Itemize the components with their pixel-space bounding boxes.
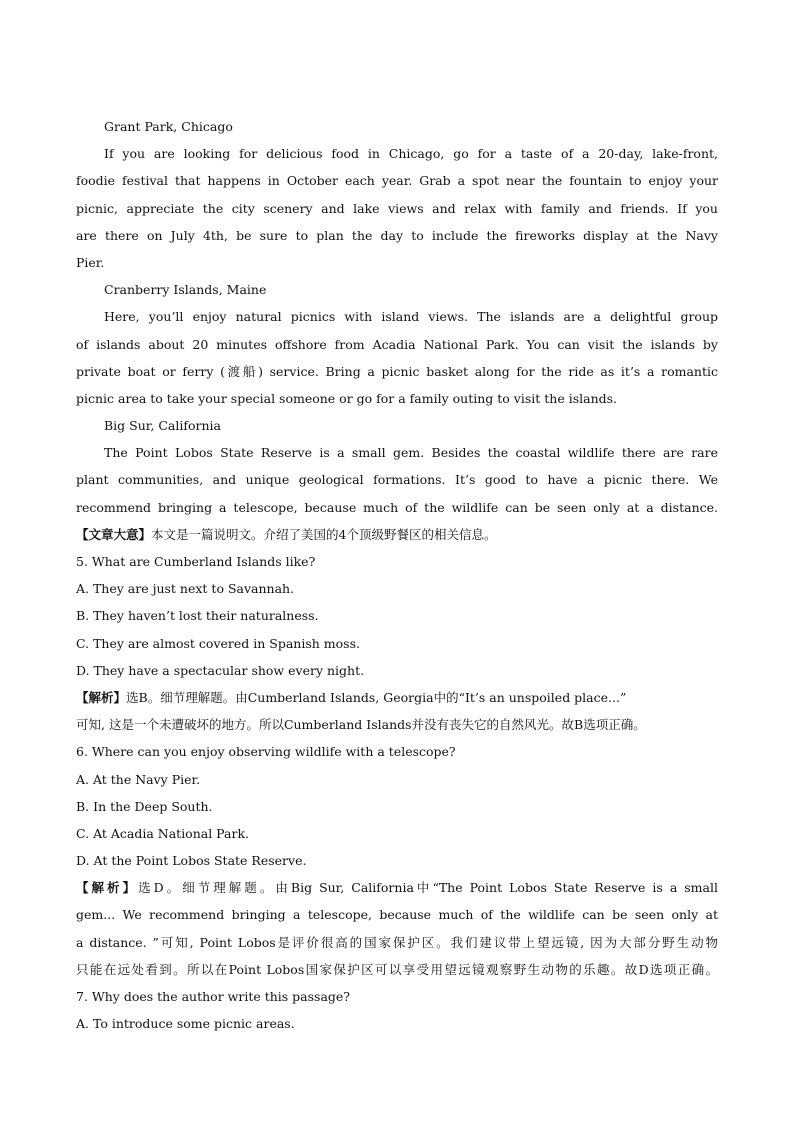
- passage-line: picnic area to take your special someone or go for a family outing to visit the islands.: [76, 390, 618, 406]
- analysis-line: a distance. ”可知, Point Lobos是评价很高的国家保护区。我们建议带上望远镜, 因为大部分野生动物: [76, 934, 718, 950]
- analysis-line: gem... We recommend bringing a telescope, because much of the wildlife can be seen only at: [76, 907, 718, 923]
- passage-line: of islands about 20 minutes offshore from Acadia National Park. You can visit the islands by: [76, 336, 718, 352]
- option-a: A. At the Navy Pier.: [76, 771, 201, 787]
- summary-line: [76, 521, 718, 548]
- passage-line: plant communities, and unique geological formations. It’s good to have a picnic there. We: [76, 472, 718, 488]
- passage-line: private boat or ferry (渡船) service. Bring a picnic basket along for the ride as it’s a romantic: [76, 363, 718, 379]
- passage-line: picnic, appreciate the city scenery and lake views and relax with family and friends. If you: [76, 200, 718, 216]
- question-5: 5. What are Cumberland Islands like?: [76, 554, 316, 569]
- summary-label: 【文章大意】: [76, 526, 152, 542]
- option-c: C. At Acadia National Park.: [76, 825, 250, 841]
- analysis-line: 只能在远处看到。所以在Point Lobos国家保护区可以享受用望远镜观察野生动物的乐趣。故D选项正确。: [76, 961, 718, 977]
- analysis-line: [76, 684, 718, 711]
- analysis-text: 选D。细节理解题。由Big Sur, California中“The Point Lobos State Reserve is a small: [138, 880, 718, 896]
- option-c: C. They are almost covered in Spanish moss.: [76, 635, 360, 651]
- passage-line: Here, you’ll enjoy natural picnics with island views. The islands are a delightful group: [104, 309, 718, 325]
- section-heading-big-sur: Big Sur, California: [104, 418, 221, 434]
- passage-line: Pier.: [76, 254, 105, 270]
- section-heading-grant-park: Grant Park, Chicago: [104, 119, 233, 134]
- passage-line: recommend bringing a telescope, because much of the wildlife can be seen only at a distance.: [76, 499, 718, 515]
- option-b: B. They haven’t lost their naturalness.: [76, 608, 319, 624]
- option-d: D. They have a spectacular show every night.: [76, 662, 365, 678]
- section-heading-cranberry-islands: Cranberry Islands, Maine: [104, 282, 267, 298]
- analysis-text: 选B。细节理解题。由Cumberland Islands, Georgia中的“It’s an unspoiled place...”: [126, 689, 627, 705]
- option-b: B. In the Deep South.: [76, 798, 213, 814]
- analysis-label: 【解析】: [76, 689, 127, 705]
- passage-line: foodie festival that happens in October each year. Grab a spot near the fountain to enjoy your: [76, 173, 718, 189]
- passage-line: The Point Lobos State Reserve is a small gem. Besides the coastal wildlife there are rare: [104, 445, 718, 461]
- option-d: D. At the Point Lobos State Reserve.: [76, 853, 307, 869]
- summary-text: 本文是一篇说明文。介绍了美国的4个顶级野餐区的相关信息。: [151, 526, 497, 542]
- question-7: 7. Why does the author write this passage?: [76, 989, 351, 1004]
- question-6: 6. Where can you enjoy observing wildlife with a telescope?: [76, 744, 456, 760]
- analysis-line: 可知, 这是一个未遭破坏的地方。所以Cumberland Islands并没有丧失它的自然风光。故B选项正确。: [76, 717, 646, 733]
- document-page: [76, 113, 718, 1037]
- analysis-line: [76, 874, 718, 901]
- analysis-label: 【解析】: [76, 880, 139, 896]
- passage-line: If you are looking for delicious food in Chicago, go for a taste of a 20-day, lake-front,: [104, 146, 718, 162]
- passage-line: are there on July 4th, be sure to plan the day to include the fireworks display at the Navy: [76, 227, 718, 243]
- option-a: A. They are just next to Savannah.: [76, 581, 295, 597]
- option-a: A. To introduce some picnic areas.: [76, 1016, 295, 1032]
